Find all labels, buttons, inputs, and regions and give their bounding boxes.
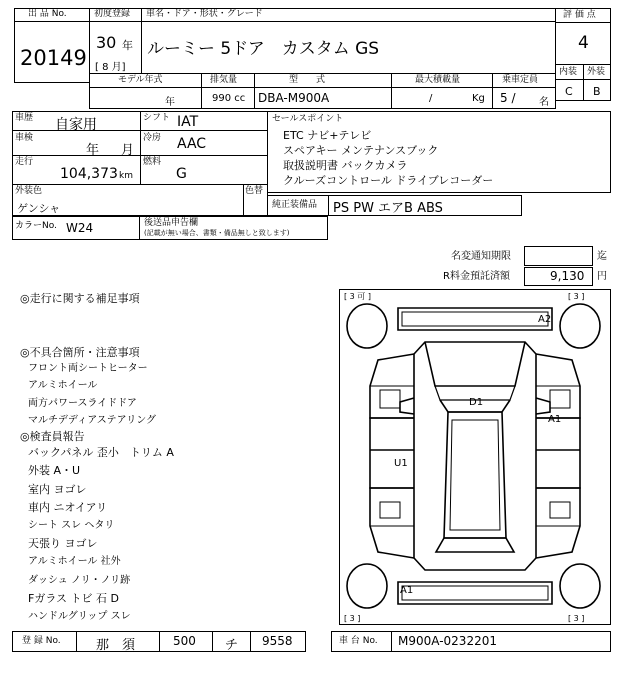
corner-bottom-right: [ 3 ]: [568, 614, 585, 623]
model-type: DBA-M900A: [258, 91, 330, 105]
sales-label: セールスポイント: [272, 114, 344, 124]
rear-window: [436, 538, 514, 552]
aftermarket-label: 後送品申告欄: [144, 218, 199, 228]
inspector-item: ダッシュ ノリ・ノリ跡: [28, 575, 131, 586]
name-change-label: 名変通知期限: [451, 251, 511, 262]
interior-grade: C: [565, 85, 573, 98]
reg-year: 30: [96, 33, 117, 52]
mileage-label: 走行: [15, 157, 34, 167]
corner-top-right: [ 3 ]: [568, 292, 585, 301]
inspector-item: シート スレ ヘタリ: [28, 520, 115, 531]
inspector-item: 外装 A・U: [28, 464, 81, 477]
car-label: 車名・ドア・形状・グレード: [146, 9, 263, 19]
mark-a1-bottom: A1: [400, 585, 414, 596]
fuel: G: [176, 166, 187, 182]
model-year-unit: 年: [165, 97, 175, 108]
displacement: 990 cc: [212, 93, 246, 104]
mileage-unit: km: [119, 171, 133, 181]
left-rear-quarter: [370, 488, 414, 558]
exterior-grade: B: [593, 85, 601, 98]
fuel-label: 燃料: [143, 157, 162, 167]
equipment-label: 純正装備品: [272, 200, 318, 210]
roof: [444, 412, 506, 538]
hood: [425, 342, 525, 386]
inspection-year: 年: [86, 143, 100, 158]
corner-bottom-left: [ 3 ]: [344, 614, 361, 623]
defect-item: 両方パワースライドドア: [28, 398, 137, 409]
wheel-front-left: [347, 304, 387, 348]
inspector-item: 天張り ヨゴレ: [28, 537, 98, 550]
capacity: 5 /: [500, 91, 516, 105]
front-bumper: [398, 308, 552, 330]
color: ゲンシャ: [17, 202, 61, 215]
reg-number: 9558: [262, 634, 293, 648]
wheel-rear-right: [560, 564, 600, 608]
max-load-label: 最大積載量: [415, 75, 461, 85]
first-reg-label: 初度登録: [94, 9, 131, 19]
reg-class: 500: [173, 634, 196, 648]
left-doors: [370, 418, 414, 488]
defects-title: ◎不具合箇所・注意事項: [20, 346, 140, 359]
supplement-title: ◎走行に関する補足事項: [20, 292, 140, 305]
eval-score: 4: [578, 33, 589, 53]
capacity-unit: 名: [539, 97, 549, 108]
mileage: 104,373: [60, 166, 118, 182]
defect-item: アルミホイール: [28, 380, 98, 391]
wheel-rear-left: [347, 564, 387, 608]
reg-year-unit: 年: [122, 39, 133, 52]
inspector-item: バックパネル 歪小 トリム A: [28, 446, 174, 459]
name-change-unit: 迄: [597, 251, 607, 262]
sales-point: 取扱説明書 バックカメラ: [283, 159, 408, 172]
chassis-number: M900A-0232201: [398, 634, 497, 648]
reg-kana: チ: [225, 638, 239, 653]
reg-month: [ 8 月]: [95, 62, 126, 73]
inspector-item: 室内 ヨゴレ: [28, 483, 87, 496]
vehicle-diagram: [339, 289, 611, 625]
right-rear-quarter: [536, 488, 580, 558]
corner-top-left: [ 3 可 ]: [344, 292, 371, 301]
mark-d1: D1: [469, 397, 484, 408]
inspection-label: 車検: [15, 133, 34, 143]
car-name: ルーミー 5ドア カスタム GS: [147, 39, 380, 59]
color-change-label: 色替: [245, 186, 264, 196]
sales-point: スペアキー メンテナンスブック: [283, 144, 439, 157]
name-change-box: [524, 246, 593, 266]
car-outline-drawing: [340, 290, 610, 624]
recycle-label: R料金預託済額: [443, 271, 510, 282]
chassis-label: 車 台 No.: [339, 636, 378, 646]
defect-item: マルチデディアステアリング: [28, 415, 156, 426]
inspector-title: ◎検査員報告: [20, 430, 85, 443]
max-load-unit: Kg: [472, 93, 485, 104]
max-load-slash: /: [429, 93, 433, 104]
mark-a1-right: A1: [548, 414, 562, 425]
equipment: PS PW エアB ABS: [333, 201, 443, 216]
mirror-right: [536, 398, 550, 414]
sales-point: クルーズコントロール ドライブレコーダー: [283, 174, 494, 187]
inspector-item: アルミホイール 社外: [28, 556, 121, 567]
inspector-item: Fガラス トビ 石 D: [28, 592, 119, 605]
inspection-month: 月: [121, 143, 135, 158]
mark-u1: U1: [394, 458, 408, 469]
history: 自家用: [55, 117, 97, 133]
interior-label: 内装: [559, 67, 578, 77]
color-label: 外装色: [15, 186, 43, 196]
shift: IAT: [177, 114, 199, 130]
displacement-label: 排気量: [210, 75, 238, 85]
shift-label: シフト: [143, 113, 171, 123]
reg-label: 登 録 No.: [22, 636, 61, 646]
model-year-label: モデル年式: [118, 75, 163, 85]
eval-label: 評 価 点: [563, 10, 596, 20]
wheel-front-right: [560, 304, 600, 348]
rear-bumper: [398, 582, 552, 604]
inspector-item: ハンドルグリップ スレ: [28, 611, 131, 622]
type-label: 型 式: [289, 75, 326, 85]
lot-label: 出 品 No.: [28, 9, 67, 19]
ac: AAC: [177, 136, 207, 152]
exterior-label: 外装: [587, 67, 606, 77]
lot-number: 20149: [20, 46, 87, 70]
ac-label: 冷房: [143, 133, 162, 143]
sales-point: ETC ナビ+テレビ: [283, 129, 372, 142]
mark-a2: A2: [538, 314, 552, 325]
defect-item: フロント両シートヒーター: [28, 363, 148, 374]
capacity-label: 乗車定員: [502, 75, 539, 85]
recycle-fee: 9,130: [550, 269, 585, 283]
color-no: W24: [66, 221, 94, 235]
recycle-unit: 円: [597, 271, 607, 282]
aftermarket-note: (記載が無い場合、書類・備品無しと致します): [144, 229, 290, 237]
inspector-item: 車内 ニオイアリ: [28, 501, 108, 514]
color-no-label: カラーNo.: [15, 221, 57, 231]
right-doors: [536, 418, 580, 488]
mirror-left: [400, 398, 414, 414]
history-label: 車歴: [15, 113, 34, 123]
reg-area: 那 須: [96, 638, 136, 653]
